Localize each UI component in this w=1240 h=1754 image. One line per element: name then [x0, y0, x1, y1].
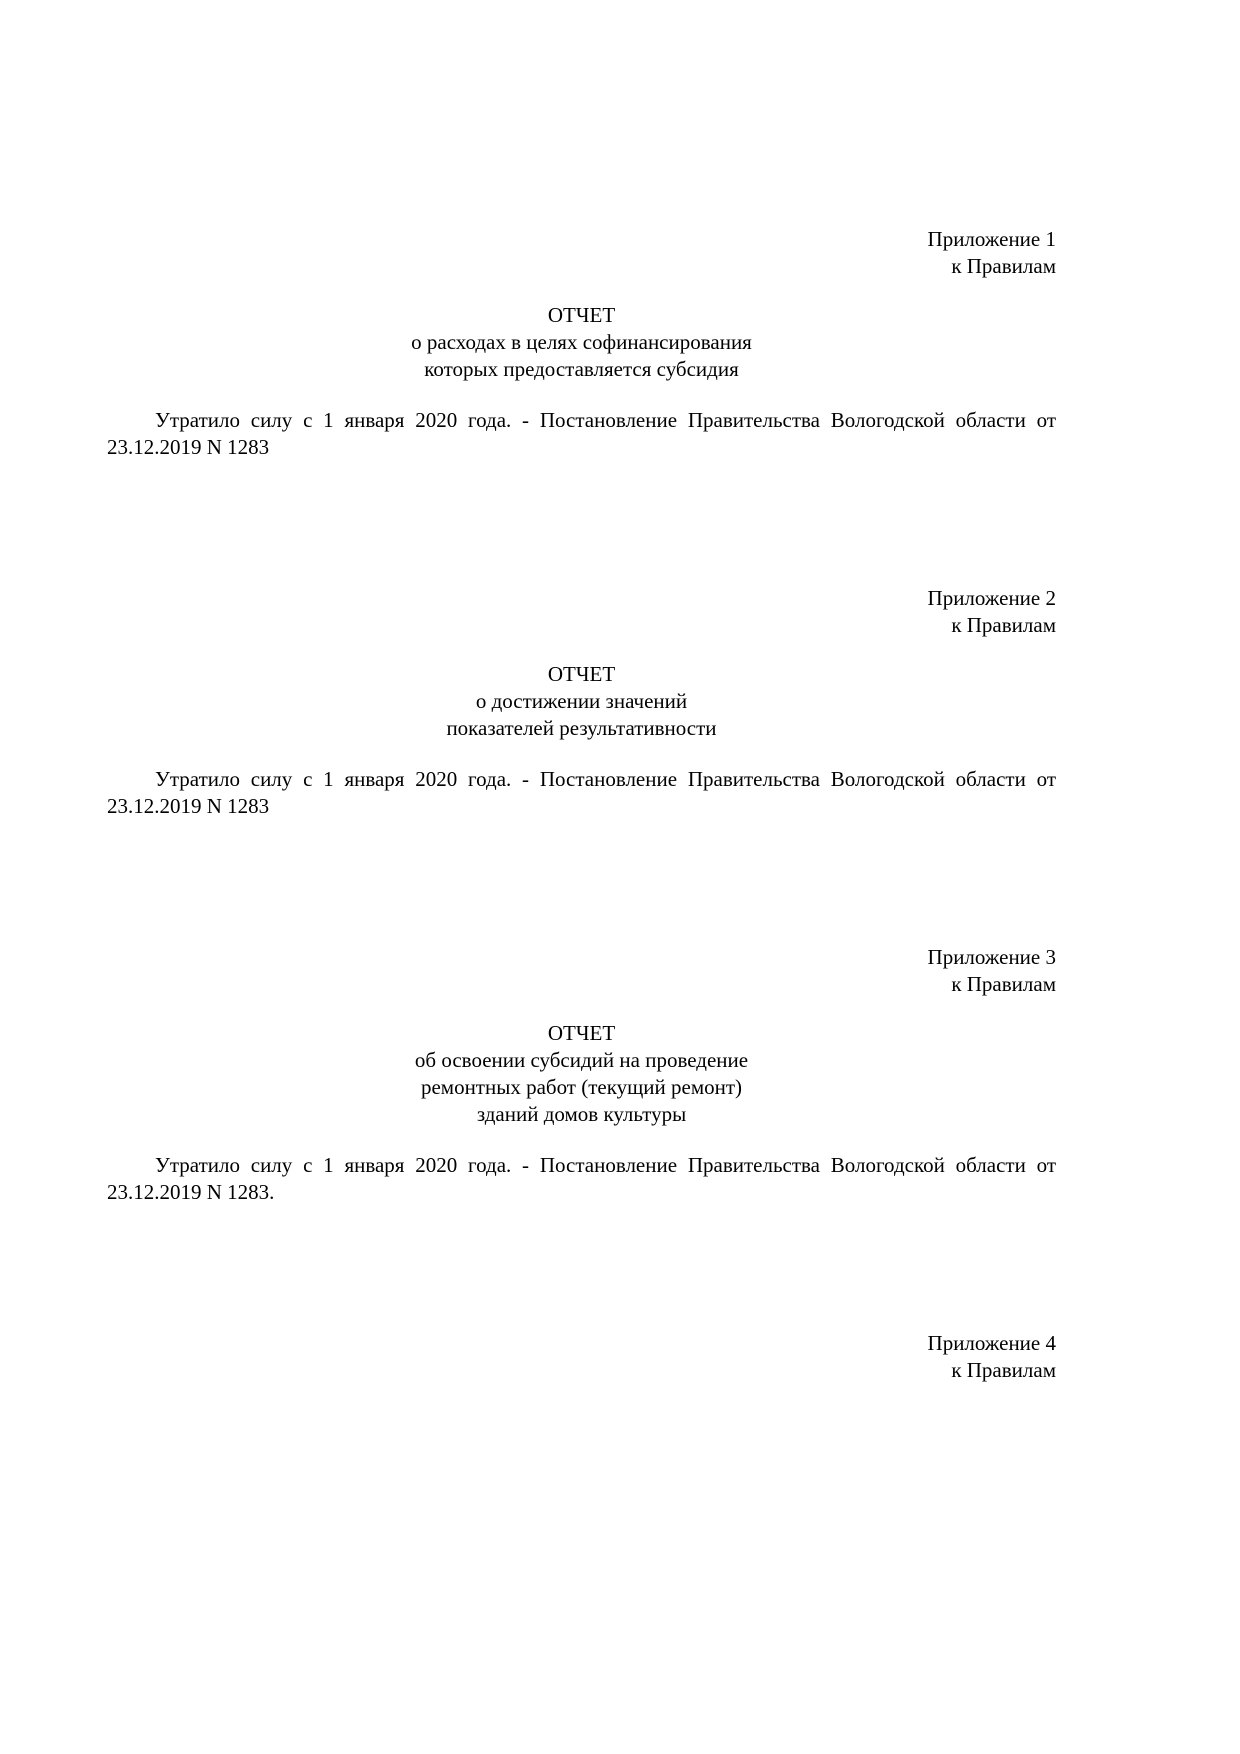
appendix-label: Приложение 3 — [927, 945, 1056, 969]
report-title-line: показателей результативности — [446, 716, 717, 740]
appendix-section-1 — [107, 226, 1056, 461]
appendix-ref: к Правилам — [951, 972, 1056, 996]
report-title-line: ОТЧЕТ — [547, 303, 616, 327]
report-title-line: о расходах в целях софинансирования — [411, 330, 752, 354]
report-title-line: которых предоставляется субсидия — [424, 357, 739, 381]
appendix-ref: к Правилам — [951, 613, 1056, 637]
body-paragraph: Утратило силу с 1 января 2020 года. - Постановление Правительства Вологодской области от 23.12.2019 N 1283 — [107, 767, 1056, 818]
appendix-heading — [107, 944, 1056, 998]
report-title-line: об освоении субсидий на проведение — [414, 1048, 749, 1072]
report-title-line: о достижении значений — [475, 689, 688, 713]
appendix-heading — [107, 1330, 1056, 1384]
appendix-section-3 — [107, 944, 1056, 1206]
report-title — [107, 1020, 1056, 1128]
appendix-section-2 — [107, 585, 1056, 820]
report-title-line: ремонтных работ (текущий ремонт) — [420, 1075, 743, 1099]
report-title — [107, 661, 1056, 742]
report-title-line: ОТЧЕТ — [547, 1021, 616, 1045]
appendix-ref: к Правилам — [951, 254, 1056, 278]
report-title — [107, 302, 1056, 383]
appendix-heading — [107, 226, 1056, 280]
appendix-ref: к Правилам — [951, 1358, 1056, 1382]
appendix-label: Приложение 1 — [927, 227, 1056, 251]
report-title-line: ОТЧЕТ — [547, 662, 616, 686]
body-paragraph: Утратило силу с 1 января 2020 года. - Постановление Правительства Вологодской области от 23.12.2019 N 1283. — [107, 1153, 1056, 1204]
body-paragraph: Утратило силу с 1 января 2020 года. - Постановление Правительства Вологодской области от 23.12.2019 N 1283 — [107, 408, 1056, 459]
appendix-section-4 — [107, 1330, 1056, 1384]
report-title-line: зданий домов культуры — [476, 1102, 687, 1126]
document-content — [107, 226, 1056, 1384]
appendix-heading — [107, 585, 1056, 639]
appendix-label: Приложение 4 — [927, 1331, 1056, 1355]
appendix-label: Приложение 2 — [927, 586, 1056, 610]
